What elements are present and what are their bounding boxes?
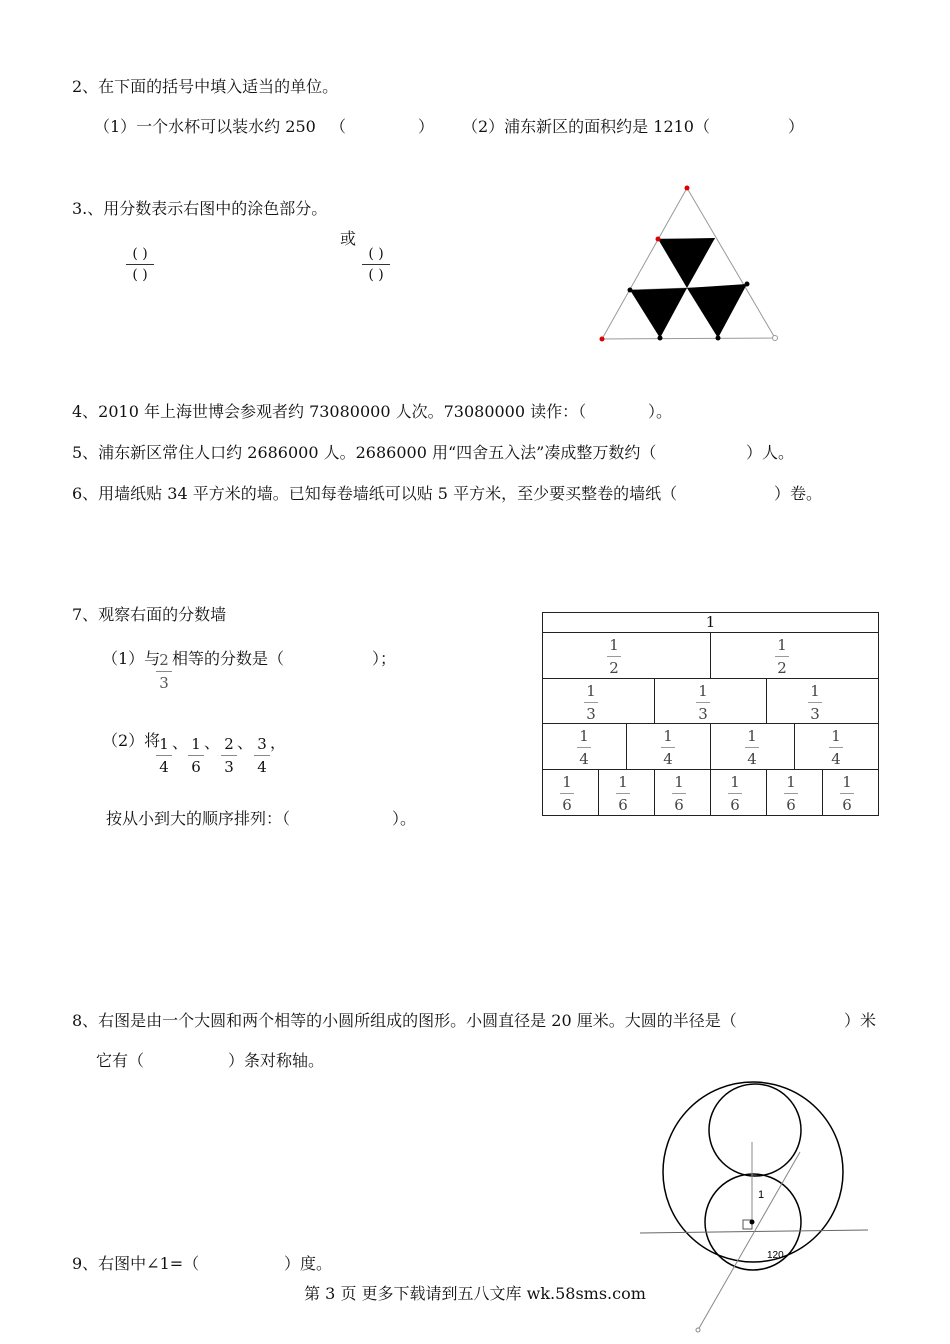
angle-1-label: 1 <box>758 1189 765 1201</box>
q9-close: ）度。 <box>284 1254 333 1273</box>
denominator: 4 <box>747 750 757 768</box>
q8-line1: 8、右图是由一个大圆和两个相等的小圆所组成的图形。小圆直径是 20 厘米。大圆的半径是（ <box>72 1011 737 1030</box>
numerator: 1 <box>730 773 740 791</box>
fraction-bar <box>221 755 237 756</box>
numerator: 1 <box>618 773 628 791</box>
fraction-wall-cell <box>543 633 711 678</box>
vertex-dot <box>628 288 633 293</box>
fraction-wall-cell <box>711 770 767 815</box>
fraction-bar <box>362 264 390 265</box>
q3-blank-top-1: ( ) <box>132 246 148 262</box>
denominator: 3 <box>586 705 596 723</box>
shaded-triangle-right <box>687 284 747 338</box>
fraction-wall-row-sixths <box>543 770 878 815</box>
q6-text: 6、用墙纸贴 34 平方米的墙。已知每卷墙纸可以贴 5 平方米，至少要买整卷的墙纸（ <box>72 484 678 503</box>
numerator: 1 <box>674 773 684 791</box>
center-dot <box>750 1220 755 1225</box>
numerator: 1 <box>609 636 619 654</box>
fraction-wall-cell <box>823 770 878 815</box>
fraction-wall <box>542 612 879 816</box>
q3-or: 或 <box>340 229 357 248</box>
q2-title: 2、在下面的括号中填入适当的单位。 <box>72 77 339 96</box>
denominator: 2 <box>777 659 787 677</box>
fraction-wall-cell <box>767 679 878 723</box>
fraction-wall-row-quarters <box>543 724 878 770</box>
numerator: 1 <box>663 727 673 745</box>
fraction-wall-cell-1: 1 <box>705 613 716 631</box>
shaded-triangle-top <box>658 238 715 288</box>
q8-line1-close: ）米 <box>844 1011 877 1030</box>
fraction-wall-cell <box>543 724 627 769</box>
fraction-wall-cell <box>543 679 655 723</box>
q4-close: ）。 <box>648 402 673 421</box>
fraction-bar <box>188 755 204 756</box>
numerator: 1 <box>777 636 787 654</box>
denominator: 3 <box>698 705 708 723</box>
separator: 、 <box>172 733 189 752</box>
q3-answer-fraction-1[interactable] <box>120 246 160 283</box>
denominator: 4 <box>831 750 841 768</box>
numerator: 1 <box>842 773 852 791</box>
vertex-dot <box>745 282 750 287</box>
q8-line2: 它有（ <box>96 1051 145 1070</box>
q7-p2-prefix: （2）将 <box>102 731 161 750</box>
numerator: 1 <box>586 682 596 700</box>
q2-part2-close: ） <box>788 117 805 136</box>
comma: ， <box>270 733 287 752</box>
denominator: 6 <box>786 796 796 814</box>
line-end-dot <box>696 1328 700 1332</box>
numerator: 1 <box>191 735 201 753</box>
q3-answer-fraction-2[interactable] <box>356 246 396 283</box>
fraction-wall-cell <box>767 770 823 815</box>
q7-p1-suffix: 相等的分数是（ <box>172 649 285 668</box>
angle-120-label: 120 <box>767 1250 784 1261</box>
fraction-bar <box>156 671 172 672</box>
vertex-dot <box>685 186 690 191</box>
denominator: 3 <box>159 674 169 692</box>
numerator: 1 <box>786 773 796 791</box>
q7-order-close: ）。 <box>392 809 417 828</box>
numerator: 2 <box>224 735 234 753</box>
page-footer: 第 3 页 更多下载请到五八文库 wk.58sms.com <box>304 1284 646 1303</box>
denominator: 6 <box>842 796 852 814</box>
numerator: 1 <box>698 682 708 700</box>
denominator: 6 <box>191 758 201 776</box>
fraction-wall-row-thirds <box>543 679 878 724</box>
fraction-wall-cell <box>711 724 795 769</box>
q3-title: 3.、用分数表示右图中的涂色部分。 <box>72 199 328 218</box>
numerator: 2 <box>159 651 169 669</box>
q3-blank-bottom-2: ( ) <box>368 267 384 283</box>
q2-part1-open: （ <box>330 117 347 136</box>
fraction-bar <box>156 755 172 756</box>
q3-blank-bottom-1: ( ) <box>132 267 148 283</box>
denominator: 4 <box>663 750 673 768</box>
q7-p1-prefix: （1）与 <box>102 649 161 668</box>
q4-text: 4、2010 年上海世博会参观者约 73080000 人次。73080000 读作：（ <box>72 402 587 421</box>
denominator: 6 <box>618 796 628 814</box>
denominator: 4 <box>159 758 169 776</box>
fraction-wall-row-whole <box>543 613 878 633</box>
numerator: 1 <box>159 735 169 753</box>
numerator: 1 <box>831 727 841 745</box>
vertex-dot <box>658 336 663 341</box>
denominator: 3 <box>224 758 234 776</box>
q7-order-text: 按从小到大的顺序排列：（ <box>106 809 291 828</box>
fraction-wall-cell <box>655 679 767 723</box>
q2-part1-close: ） <box>418 117 435 136</box>
numerator: 1 <box>562 773 572 791</box>
q7-p1-close: ）； <box>372 649 397 668</box>
q3-blank-top-2: ( ) <box>368 246 384 262</box>
fraction-bar <box>254 755 270 756</box>
q2-part2-label: （2）浦东新区的面积约是 1210（ <box>462 117 710 136</box>
fraction-wall-cell <box>543 770 599 815</box>
fraction-wall-cell <box>599 770 655 815</box>
denominator: 6 <box>730 796 740 814</box>
q6-close: ）卷。 <box>774 484 823 503</box>
denominator: 2 <box>609 659 619 677</box>
fraction-wall-cell <box>795 724 878 769</box>
separator: 、 <box>204 733 221 752</box>
q7-title: 7、观察右面的分数墙 <box>72 605 227 624</box>
vertex-dot <box>716 336 721 341</box>
numerator: 1 <box>747 727 757 745</box>
vertex-dot <box>656 237 661 242</box>
vertex-dot <box>600 337 605 342</box>
fraction-wall-cell <box>627 724 711 769</box>
triangle-figure <box>590 180 790 350</box>
fraction-wall-cell <box>655 770 711 815</box>
denominator: 3 <box>810 705 820 723</box>
q5-text: 5、浦东新区常住人口约 2686000 人。2686000 用“四舍五入法”凑成整万数约（ <box>72 443 657 462</box>
denominator: 6 <box>674 796 684 814</box>
shaded-triangle-left <box>630 288 687 338</box>
q2-part1-label: （1）一个水杯可以装水约 250 <box>94 117 316 136</box>
numerator: 3 <box>257 735 267 753</box>
q9-text: 9、右图中∠1=（ <box>72 1254 200 1273</box>
numerator: 1 <box>579 727 589 745</box>
vertex-dot <box>773 336 778 341</box>
fraction-wall-row-halves <box>543 633 878 679</box>
denominator: 6 <box>562 796 572 814</box>
denominator: 4 <box>579 750 589 768</box>
small-circle-top <box>709 1084 801 1176</box>
q5-close: ）人。 <box>746 443 795 462</box>
numerator: 1 <box>810 682 820 700</box>
separator: 、 <box>237 733 254 752</box>
fraction-bar <box>126 264 154 265</box>
fraction-wall-cell <box>711 633 878 678</box>
denominator: 4 <box>257 758 267 776</box>
q8-line2-close: ）条对称轴。 <box>228 1051 325 1070</box>
